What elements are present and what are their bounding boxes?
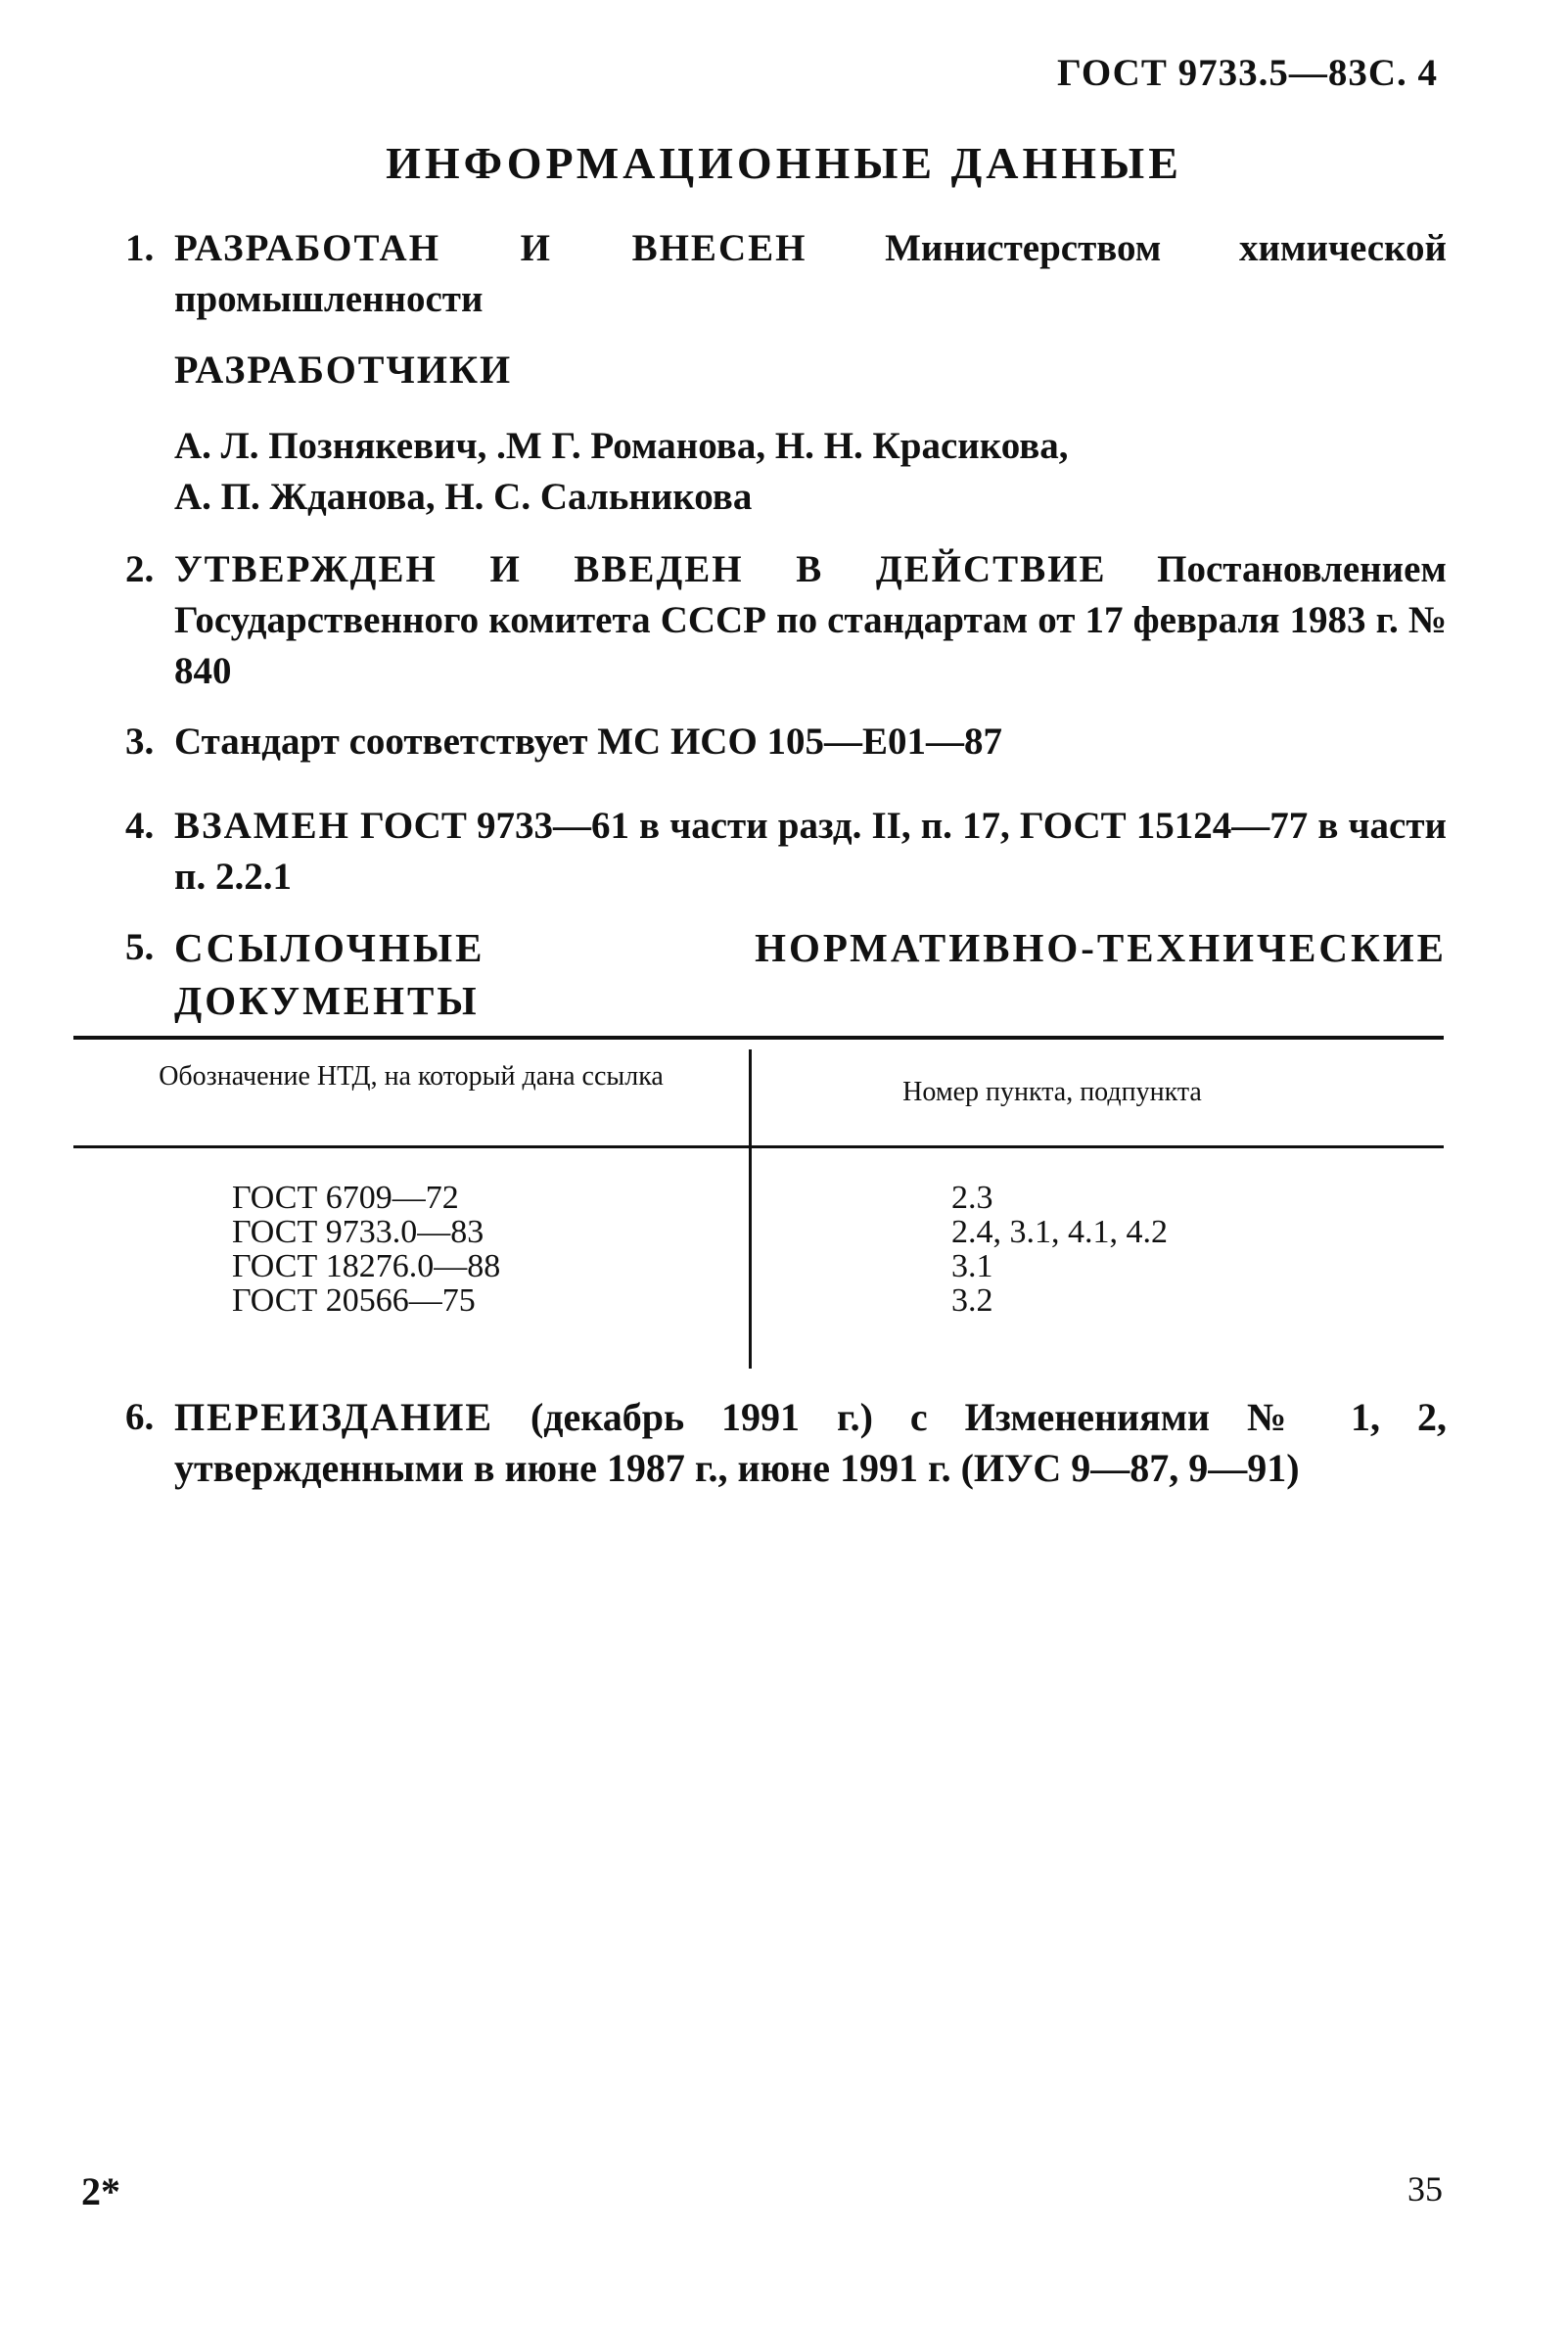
item-2-body: Постановлением Государственного комитета СССР по стандартам от 17 февраля 1983 г. № 840 [174, 548, 1447, 692]
item-3-number: 3. [125, 721, 155, 763]
footer-signature-mark: 2* [81, 2169, 120, 2213]
item-1-lead: РАЗРАБОТАН И ВНЕСЕН [174, 227, 807, 269]
item-4-lead: ВЗАМЕН [174, 805, 350, 847]
table-cell-point: 2.4, 3.1, 4.1, 4.2 [951, 1214, 1168, 1250]
table-column-divider [749, 1049, 752, 1369]
table-top-rule [73, 1036, 1444, 1040]
item-2-text [174, 544, 1447, 697]
item-5-text [174, 922, 1447, 1028]
item-2 [125, 544, 1447, 697]
item-4-number: 4. [125, 805, 155, 847]
item-1 [125, 223, 1447, 325]
item-5 [125, 922, 1447, 1028]
page-header-code: ГОСТ 9733.5—83С. 4 [1057, 52, 1438, 94]
item-5-number: 5. [125, 926, 155, 968]
item-4 [125, 801, 1447, 903]
item-5-lead: ССЫЛОЧНЫЕ НОРМАТИВНО-ТЕХНИЧЕСКИЕ ДОКУМЕНТЫ [174, 925, 1447, 1023]
reference-table [73, 1036, 1444, 1369]
item-3-text: Стандарт соответствует МС ИСО 105—Е01—87 [174, 721, 1003, 763]
table-cell-doc: ГОСТ 18276.0—88 [232, 1248, 501, 1284]
item-2-number: 2. [125, 548, 155, 590]
table-cell-doc: ГОСТ 6709—72 [232, 1180, 459, 1216]
item-6-number: 6. [125, 1396, 155, 1438]
item-4-text [174, 801, 1447, 903]
item-6-text [174, 1392, 1447, 1494]
authors-line-1: А. Л. Познякевич, .М Г. Романова, Н. Н. Красикова, [174, 425, 1069, 467]
authors-line-2: А. П. Жданова, Н. С. Сальникова [174, 476, 753, 518]
table-cell-doc: ГОСТ 9733.0—83 [232, 1214, 484, 1250]
item-4-body: ГОСТ 9733—61 в части разд. II, п. 17, ГОСТ 15124—77 в части п. 2.2.1 [174, 805, 1447, 898]
table-doc-column [232, 1181, 500, 1318]
authors-list [174, 421, 1447, 523]
table-point-column [951, 1181, 1168, 1318]
item-1-body: Министерством химической промышленности [174, 227, 1447, 320]
table-header-rule [73, 1145, 1444, 1148]
table-cell-doc: ГОСТ 20566—75 [232, 1282, 476, 1319]
table-cell-point: 3.1 [951, 1248, 993, 1284]
item-1-text [174, 223, 1447, 325]
developers-heading: РАЗРАБОТЧИКИ [174, 348, 513, 392]
page-title: ИНФОРМАЦИОННЫЕ ДАННЫЕ [386, 138, 1182, 188]
table-cell-point: 3.2 [951, 1282, 993, 1319]
item-6-body: (декабрь 1991 г.) с Изменениями № 1, 2, утвержденными в июне 1987 г., июне 1991 г. (ИУС 9—87, 9—91) [174, 1395, 1447, 1490]
table-header-doc: Обозначение НТД, на который дана ссылка [159, 1061, 664, 1092]
table-cell-point: 2.3 [951, 1180, 993, 1216]
item-1-number: 1. [125, 227, 155, 269]
item-6-lead: ПЕРЕИЗДАНИЕ [174, 1395, 494, 1439]
item-3 [125, 717, 1447, 768]
page-number: 35 [1407, 2169, 1443, 2209]
item-6 [125, 1392, 1447, 1494]
table-header-point: Номер пункта, подпункта [902, 1077, 1202, 1107]
item-2-lead: УТВЕРЖДЕН И ВВЕДЕН В ДЕЙСТВИЕ [174, 548, 1107, 590]
